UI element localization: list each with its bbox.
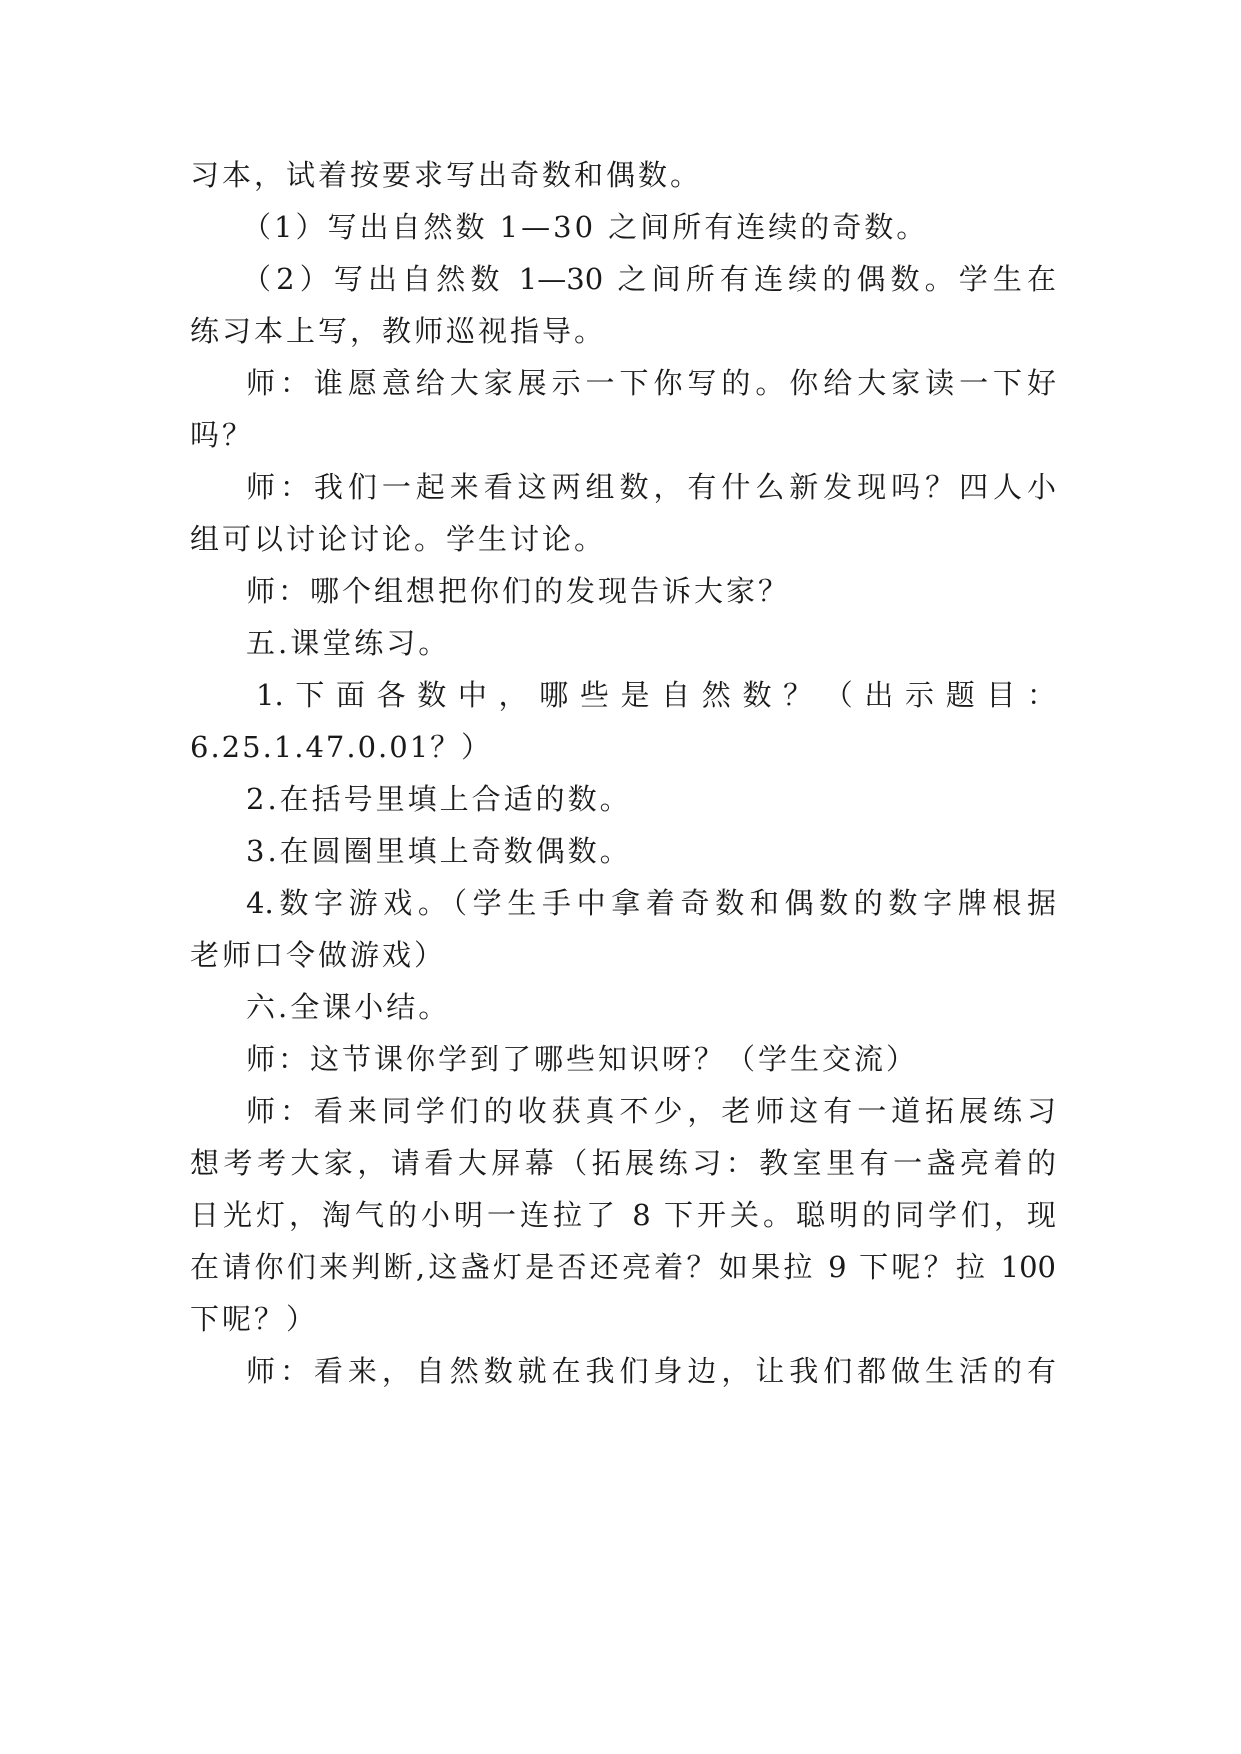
section-heading: 六.全课小结。 bbox=[246, 990, 451, 1024]
text-line: 师：哪个组想把你们的发现告诉大家？ bbox=[246, 574, 791, 608]
text-line: 想考考大家，请看大屏幕（拓展练习：教室里有一盏亮着的 bbox=[190, 1146, 1056, 1180]
text-line: 3.在圆圈里填上奇数偶数。 bbox=[246, 834, 632, 868]
text-line: 2.在括号里填上合适的数。 bbox=[246, 782, 632, 816]
text-line: 组可以讨论讨论。学生讨论。 bbox=[190, 522, 607, 556]
text-line: 师：谁愿意给大家展示一下你写的。你给大家读一下好 bbox=[246, 366, 1056, 400]
text-line: 习本，试着按要求写出奇数和偶数。 bbox=[190, 158, 703, 192]
text-line: 师：我们一起来看这两组数，有什么新发现吗？四人小 bbox=[246, 470, 1056, 504]
text-line: 在请你们来判断,这盏灯是否还亮着？如果拉 9 下呢？拉 100 bbox=[190, 1250, 1056, 1284]
text-line: 师：看来，自然数就在我们身边，让我们都做生活的有 bbox=[246, 1354, 1056, 1388]
text-line: （2）写出自然数 1—30 之间所有连续的偶数。学生在 bbox=[242, 262, 1056, 296]
text-line: 下呢？） bbox=[190, 1302, 319, 1336]
text-line: 老师口令做游戏） bbox=[190, 938, 447, 972]
section-heading: 五.课堂练习。 bbox=[246, 626, 451, 660]
text-line: 吗？ bbox=[190, 418, 255, 452]
text-line: 日光灯，淘气的小明一连拉了 8 下开关。聪明的同学们，现 bbox=[190, 1198, 1056, 1232]
text-line: 4.数字游戏。（学生手中拿着奇数和偶数的数字牌根据 bbox=[246, 886, 1056, 920]
text-line: （1）写出自然数 1—30 之间所有连续的奇数。 bbox=[242, 210, 929, 244]
text-line: 6.25.1.47.0.01？） bbox=[190, 730, 493, 764]
text-line: 师：看来同学们的收获真不少，老师这有一道拓展练习 bbox=[246, 1094, 1056, 1128]
text-line: 师：这节课你学到了哪些知识呀？（学生交流） bbox=[246, 1042, 919, 1076]
text-line: 练习本上写，教师巡视指导。 bbox=[190, 314, 607, 348]
text-line: 1.下面各数中，哪些是自然数？（出示题目： bbox=[256, 678, 1056, 712]
